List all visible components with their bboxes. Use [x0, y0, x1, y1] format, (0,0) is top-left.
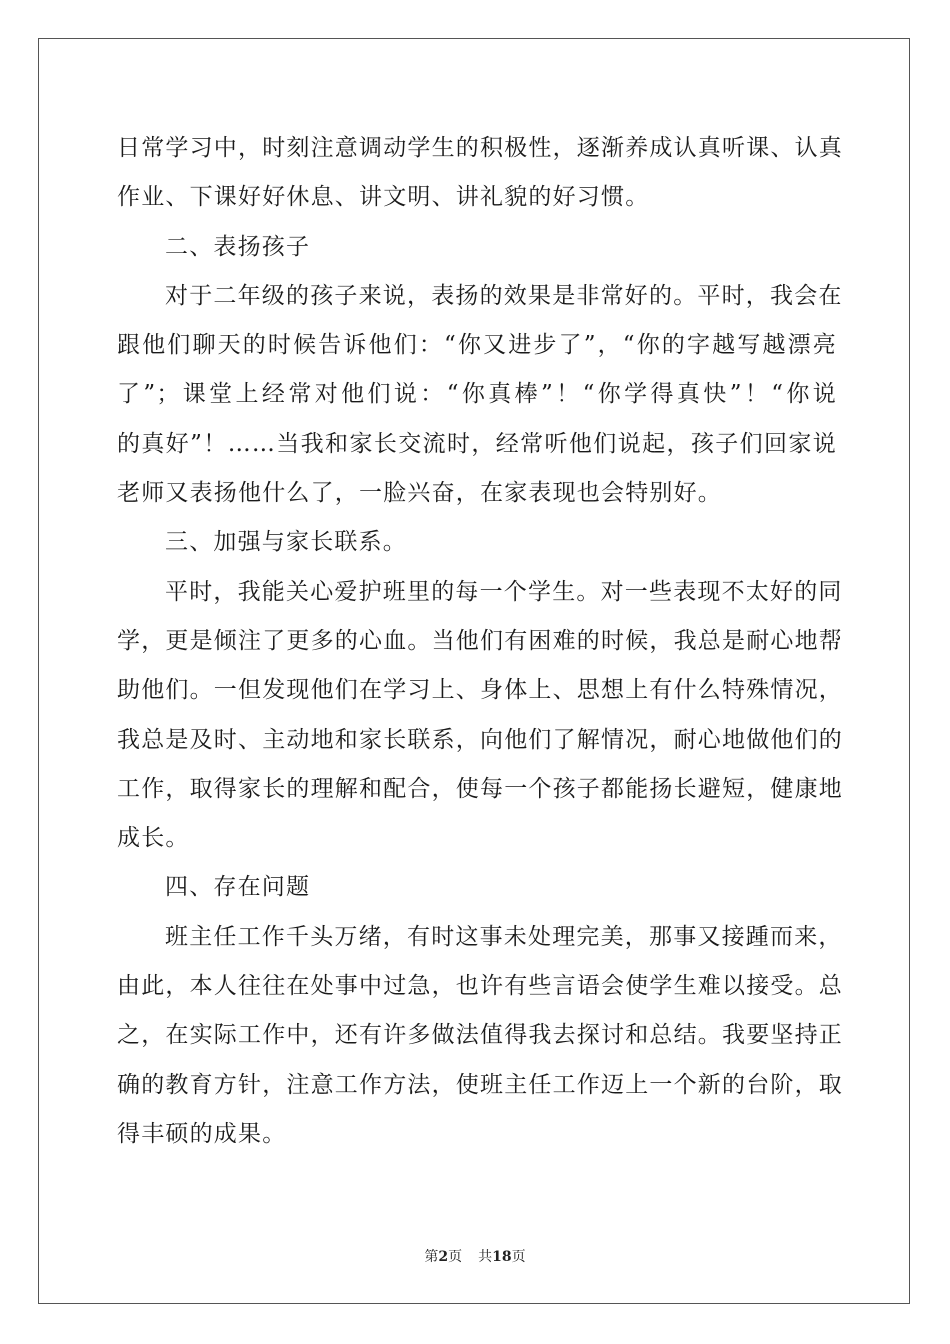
text-line: 对于二年级的孩子来说，表扬的效果是非常好的。平时，我会在	[165, 282, 843, 309]
text-line: 成长。	[117, 825, 190, 852]
section-heading	[117, 863, 837, 912]
footer-page-number: 2	[438, 1249, 449, 1265]
page-footer	[0, 1248, 950, 1266]
text-line: 老师又表扬他什么了，一脸兴奋，在家表现也会特别好。	[117, 480, 722, 507]
text-line: 的真好”！……当我和家长交流时，经常听他们说起，孩子们回家说	[117, 430, 837, 457]
text-line: 了”；课堂上经常对他们说：“你真棒”！“你学得真快”！“你说	[117, 381, 837, 408]
paragraph	[117, 272, 843, 518]
text-line: 二、表扬孩子	[165, 233, 311, 260]
footer-page-unit: 页	[448, 1249, 463, 1265]
paragraph	[117, 568, 843, 864]
text-line: 学，更是倾注了更多的心血。当他们有困难的时候，我总是耐心地帮	[117, 627, 843, 654]
text-line: 三、加强与家长联系。	[165, 529, 407, 556]
text-line: 作业、下课好好休息、讲文明、讲礼貌的好习惯。	[117, 184, 650, 211]
paragraph	[117, 124, 843, 223]
text-line: 我总是及时、主动地和家长联系，向他们了解情况，耐心地做他们的	[117, 726, 843, 753]
section-heading	[117, 223, 837, 272]
text-line: 之，在实际工作中，还有许多做法值得我去探讨和总结。我要坚持正	[117, 1022, 843, 1049]
text-line: 由此，本人往往在处事中过急，也许有些言语会使学生难以接受。总	[117, 973, 843, 1000]
text-line: 跟他们聊天的时候告诉他们：“你又进步了”，“你的字越写越漂亮	[117, 332, 837, 359]
text-line: 平时，我能关心爱护班里的每一个学生。对一些表现不太好的同	[165, 578, 843, 605]
text-line: 班主任工作千头万绪，有时这事未处理完美，那事又接踵而来，	[165, 923, 843, 950]
document-body	[117, 124, 843, 1159]
footer-total-unit: 页	[511, 1249, 526, 1265]
text-line: 得丰硕的成果。	[117, 1120, 287, 1147]
footer-total-prefix: 共	[478, 1249, 493, 1265]
text-line: 四、存在问题	[165, 874, 311, 901]
text-line: 日常学习中，时刻注意调动学生的积极性，逐渐养成认真听课、认真	[117, 135, 843, 161]
paragraph	[117, 913, 843, 1159]
text-line: 助他们。一但发现他们在学习上、身体上、思想上有什么特殊情况，	[117, 677, 843, 704]
section-heading	[117, 518, 837, 567]
text-line: 确的教育方针，注意工作方法，使班主任工作迈上一个新的台阶，取	[117, 1071, 843, 1098]
footer-prefix: 第	[424, 1249, 439, 1265]
text-line: 工作，取得家长的理解和配合，使每一个孩子都能扬长避短，健康地	[117, 775, 843, 802]
footer-total-pages: 18	[492, 1249, 512, 1265]
